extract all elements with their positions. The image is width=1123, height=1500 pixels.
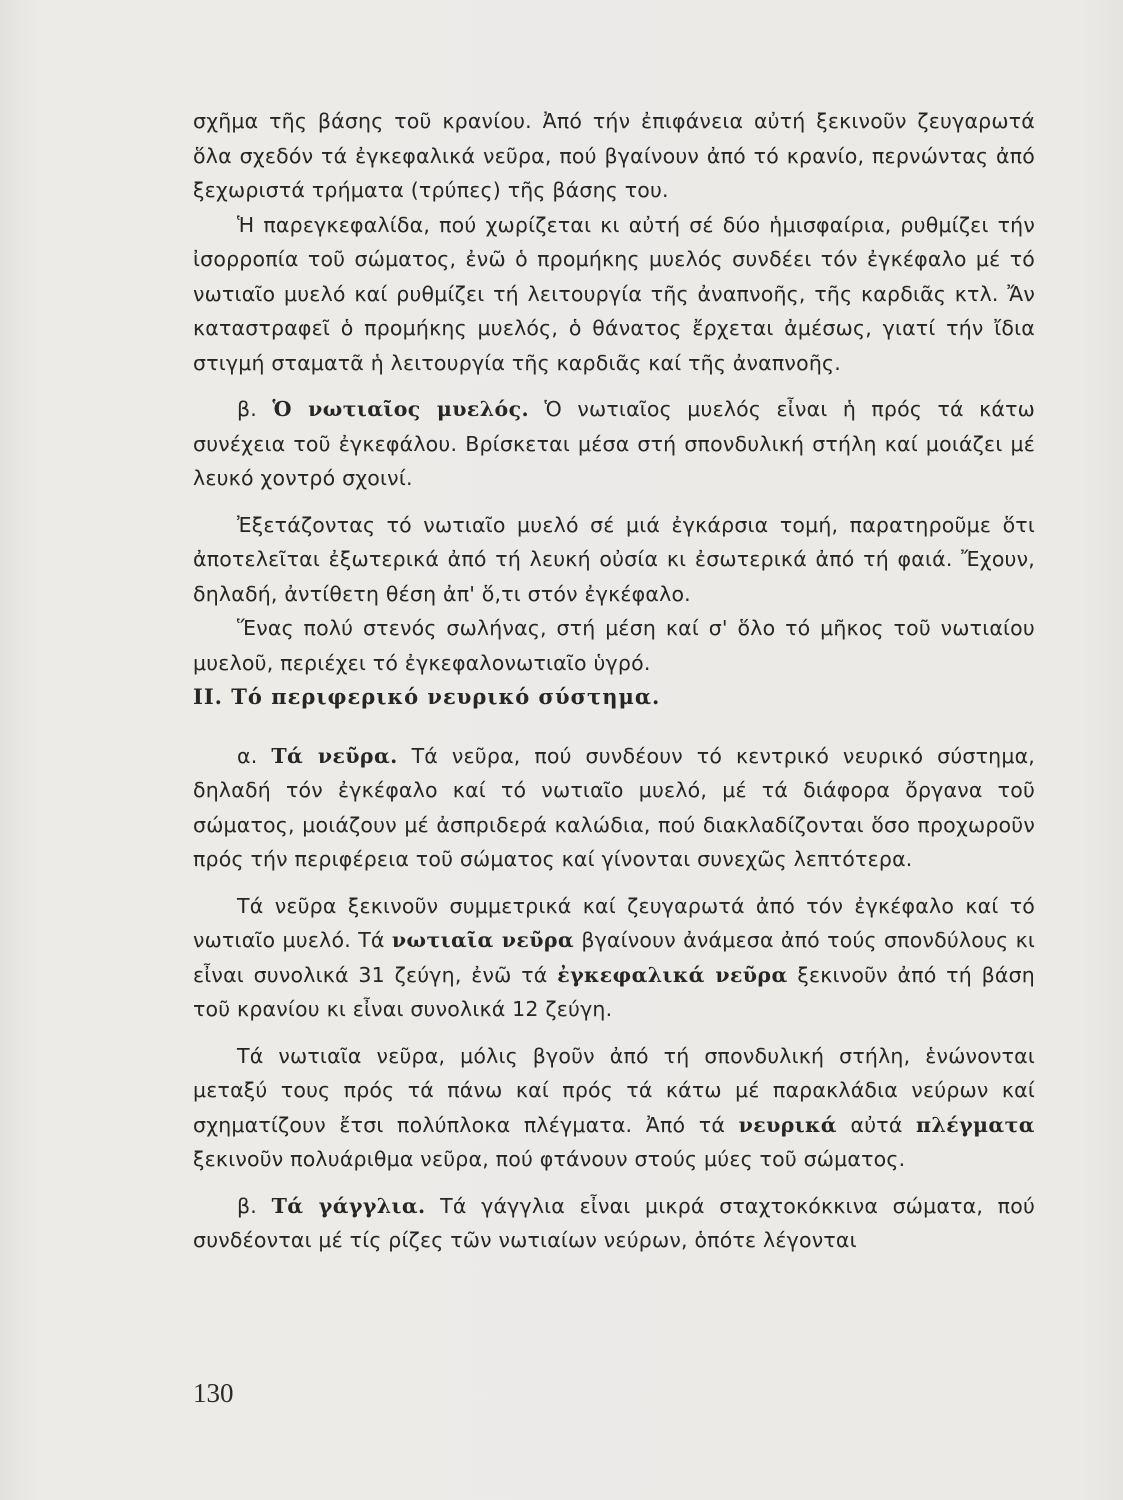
paragraph-text: Ἡ παρεγκεφαλίδα, πού χωρίζεται κι αὐτή σέ δύο ἡμισφαίρια, ρυθμίζει τήν ἰσορροπία τοῦ σώματος, ἐνῶ ὁ προμήκης μυελός συνδέει τόν ἐγκέφαλο μέ τό νωτιαῖο μυελό καί ρυθμίζει τή λειτουργία τῆς ἀναπνοῆς, τῆς καρδιᾶς κτλ. Ἄν καταστραφεῖ ὁ προμήκης μυελός, ὁ θάνατος ἔρχεται ἀμέσως, γιατί τήν ἴδια στιγμή σταματᾶ ἡ λειτουργία τῆς καρδιᾶς καί τῆς ἀναπνοῆς. [193,212,1035,375]
term-plexuses: πλέγματα [916,1112,1035,1137]
item-label: β. [237,397,257,421]
paragraph-nerves [193,739,1035,877]
paragraph-text: αὐτά [850,1112,903,1137]
paragraph-text: Τά γάγγλια εἶναι μικρά σταχτοκόκκινα σώματα, πού συνδέονται μέ τίς ρίζες τῶν νωτιαίων νεύρων, ὁπότε λέγονται [193,1193,1036,1252]
term-spinal-nerves: νωτιαῖα νεῦρα [391,928,575,952]
paragraph-cross-section [193,508,1035,612]
paragraph-text: Τά νεῦρα ξεκινοῦν συμμετρικά καί ζευγαρωτά ἀπό τόν ἐγκέφαλο καί τό νωτιαῖο μυελό. Τά [193,893,1035,952]
paragraph-text: ξεκινοῦν πολυάριθμα νεῦρα, πού φτάνουν στούς μύες τοῦ σώματος. [193,1147,906,1171]
paragraph-text: ξεκινοῦν ἀπό τή βάση τοῦ κρανίου κι εἶναι συνολικά 12 ζεύγη. [193,962,1035,1021]
subsection-title: Ὁ νωτιαῖος μυελός. [272,397,530,421]
paragraph-plexuses [193,1039,1035,1177]
text-column [193,104,1035,1258]
paragraph-text: σχῆμα τῆς βάσης τοῦ κρανίου. Ἀπό τήν ἐπιφάνεια αὐτή ξεκινοῦν ζευγαρωτά ὅλα σχεδόν τά ἐγκεφαλικά νεῦρα, πού βγαίνουν ἀπό τό κρανίο, περνώντας ἀπό ξεχωριστά τρήματα (τρύπες) τῆς βάσης του. [193,109,1035,202]
paragraph-skull-base [193,104,1035,208]
paragraph-spinal-cord [193,392,1035,496]
item-label: α. [237,743,258,768]
paragraph-text: Ἕνας πολύ στενός σωλήνας, στή μέση καί σ' ὅλο τό μῆκος τοῦ νωτιαίου μυελοῦ, περιέχει τό ἐγκεφαλονωτιαῖο ὑγρό. [193,616,1035,675]
paragraph-nerve-pairs [193,889,1035,1027]
item-label: β. [237,1193,257,1218]
page-number: 130 [193,1378,234,1408]
subsection-title: Τά γάγγλια. [271,1193,426,1218]
paragraph-text: Τά νεῦρα, πού συνδέουν τό κεντρικό νευρικό σύστημα, δηλαδή τόν ἐγκέφαλο καί τό νωτιαῖο μυελό, μέ τά διάφορα ὄργανα τοῦ σώματος, μοιάζουν μέ ἀσπριδερά καλώδια, πού διακλαδίζονται ὅσο προχωροῦν πρός τήν περιφέρεια τοῦ σώματος καί γίνονται συνεχῶς λεπτότερα. [193,743,1036,871]
paragraph-text: Ἐξετάζοντας τό νωτιαῖο μυελό σέ μιά ἐγκάρσια τομή, παρατηροῦμε ὅτι ἀποτελεῖται ἐξωτερικά ἀπό τή λευκή οὐσία κι ἐσωτερικά ἀπό τή φαιά. Ἔχουν, δηλαδή, ἀντίθετη θέση ἀπ' ὅ,τι στόν ἐγκέφαλο. [193,512,1035,606]
paragraph-text: βγαίνουν ἀνάμεσα ἀπό τούς σπονδύλους κι εἶναι συνολικά 31 ζεύγη, ἐνῶ τά [193,928,1035,987]
term-nervous: νευρικά [738,1112,837,1137]
section-heading: II. Τό περιφερικό νευρικό σύστημα. [193,684,661,709]
paragraph-text: Τά νωτιαῖα νεῦρα, μόλις βγοῦν ἀπό τή σπονδυλική στήλη, ἑνώνονται μεταξύ τους πρός τά πάνω καί πρός τά κάτω μέ παρακλάδια νεύρων καί σχηματίζουν ἔτσι πολύπλοκα πλέγματα. Ἀπό τά [193,1043,1035,1137]
subsection-title: Τά νεῦρα. [271,743,398,768]
paragraph-central-canal [193,611,1035,680]
paragraph-text: Ὁ νωτιαῖος μυελός εἶναι ἡ πρός τά κάτω συνέχεια τοῦ ἐγκεφάλου. Βρίσκεται μέσα στή σπονδυλική στήλη καί μοιάζει μέ λευκό χοντρό σχοινί. [193,397,1036,490]
paragraph-cerebellum [193,208,1035,381]
term-cranial-nerves: ἐγκεφαλικά νεῦρα [557,962,788,987]
paragraph-ganglia [193,1189,1035,1258]
